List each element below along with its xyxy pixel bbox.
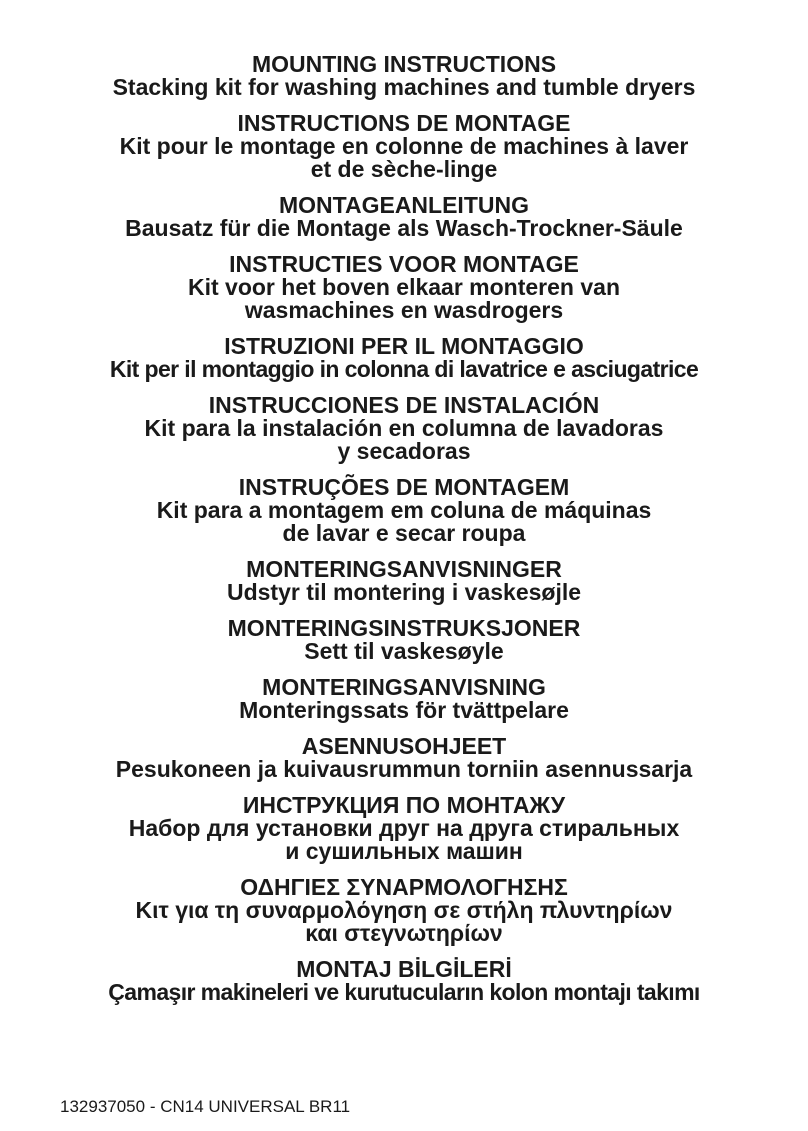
section-heading: INSTRUÇÕES DE MONTAGEM — [238, 474, 570, 500]
subtitle-line: Kit voor het boven elkaar monteren van — [187, 274, 620, 300]
section-subtitle — [0, 899, 808, 945]
section-es — [0, 393, 808, 463]
subtitle-line: Sett til vaskesøyle — [304, 638, 504, 664]
section-subtitle — [0, 699, 808, 722]
section-heading: ASENNUSOHJEET — [301, 733, 507, 759]
section-subtitle — [0, 276, 808, 322]
subtitle-line: de lavar e secar roupa — [282, 520, 526, 546]
section-el — [0, 875, 808, 945]
subtitle-line: Kit pour le montage en colonne de machines à laver — [119, 133, 689, 159]
section-heading: ИНСТРУКЦИЯ ПО МОНТАЖУ — [242, 792, 566, 818]
subtitle-line: Набор для установки друг на друга стиральных — [128, 815, 680, 841]
subtitle-line: Udstyr til montering i vaskesøjle — [226, 579, 582, 605]
subtitle-line: Kit per il montaggio in colonna di lavatrice e asciugatrice — [109, 356, 699, 382]
section-da — [0, 557, 808, 604]
subtitle-line: Kit para la instalación en columna de lavadoras — [144, 415, 664, 441]
section-en — [0, 52, 808, 99]
section-heading: MONTERINGSANVISNING — [262, 674, 546, 700]
section-fr — [0, 111, 808, 181]
section-heading: MOUNTING INSTRUCTIONS — [251, 51, 557, 77]
section-subtitle — [0, 76, 808, 99]
section-heading: MONTERINGSINSTRUKSJONER — [227, 615, 581, 641]
section-heading: ISTRUZIONI PER IL MONTAGGIO — [224, 333, 584, 359]
subtitle-line: Pesukoneen ja kuivausrummun torniin asennussarja — [115, 756, 693, 782]
section-subtitle — [0, 217, 808, 240]
subtitle-line: και στεγνωτηρίων — [305, 920, 503, 946]
section-heading: INSTRUCTIES VOOR MONTAGE — [229, 251, 579, 277]
section-heading: MONTAJ BİLGİLERİ — [296, 956, 512, 982]
section-subtitle — [0, 358, 808, 381]
section-subtitle — [0, 758, 808, 781]
section-ru — [0, 793, 808, 863]
section-subtitle — [0, 817, 808, 863]
subtitle-line: y secadoras — [337, 438, 471, 464]
section-it — [0, 334, 808, 381]
section-heading: INSTRUCTIONS DE MONTAGE — [237, 110, 571, 136]
section-subtitle — [0, 981, 808, 1004]
section-nl — [0, 252, 808, 322]
subtitle-line: Monteringssats för tvättpelare — [239, 697, 569, 723]
section-heading: MONTAGEANLEITUNG — [278, 192, 529, 218]
section-subtitle — [0, 499, 808, 545]
subtitle-line: и сушильных машин — [285, 838, 523, 864]
document-body — [0, 52, 808, 1016]
section-heading: INSTRUCCIONES DE INSTALACIÓN — [208, 392, 600, 418]
section-de — [0, 193, 808, 240]
section-pt — [0, 475, 808, 545]
section-sv — [0, 675, 808, 722]
section-tr — [0, 957, 808, 1004]
subtitle-line: Stacking kit for washing machines and tumble dryers — [112, 74, 696, 100]
section-subtitle — [0, 135, 808, 181]
subtitle-line: Kit para a montagem em coluna de máquinas — [156, 497, 652, 523]
section-no — [0, 616, 808, 663]
subtitle-line: Çamaşır makineleri ve kurutucuların kolon montajı takımı — [108, 979, 700, 1005]
section-subtitle — [0, 581, 808, 604]
subtitle-line: Bausatz für die Montage als Wasch-Trockner-Säule — [125, 215, 683, 241]
document-code: 132937050 - CN14 UNIVERSAL BR11 — [60, 1097, 351, 1116]
section-heading: MONTERINGSANVISNINGER — [246, 556, 562, 582]
subtitle-line: et de sèche-linge — [310, 156, 498, 182]
section-subtitle — [0, 640, 808, 663]
section-heading: ΟΔΗΓΙΕΣ ΣΥΝΑΡΜΟΛΟΓΗΣΗΣ — [240, 874, 568, 900]
subtitle-line: Κιτ για τη συναρμολόγηση σε στήλη πλυντηρίων — [135, 897, 673, 923]
section-subtitle — [0, 417, 808, 463]
section-fi — [0, 734, 808, 781]
subtitle-line: wasmachines en wasdrogers — [244, 297, 564, 323]
